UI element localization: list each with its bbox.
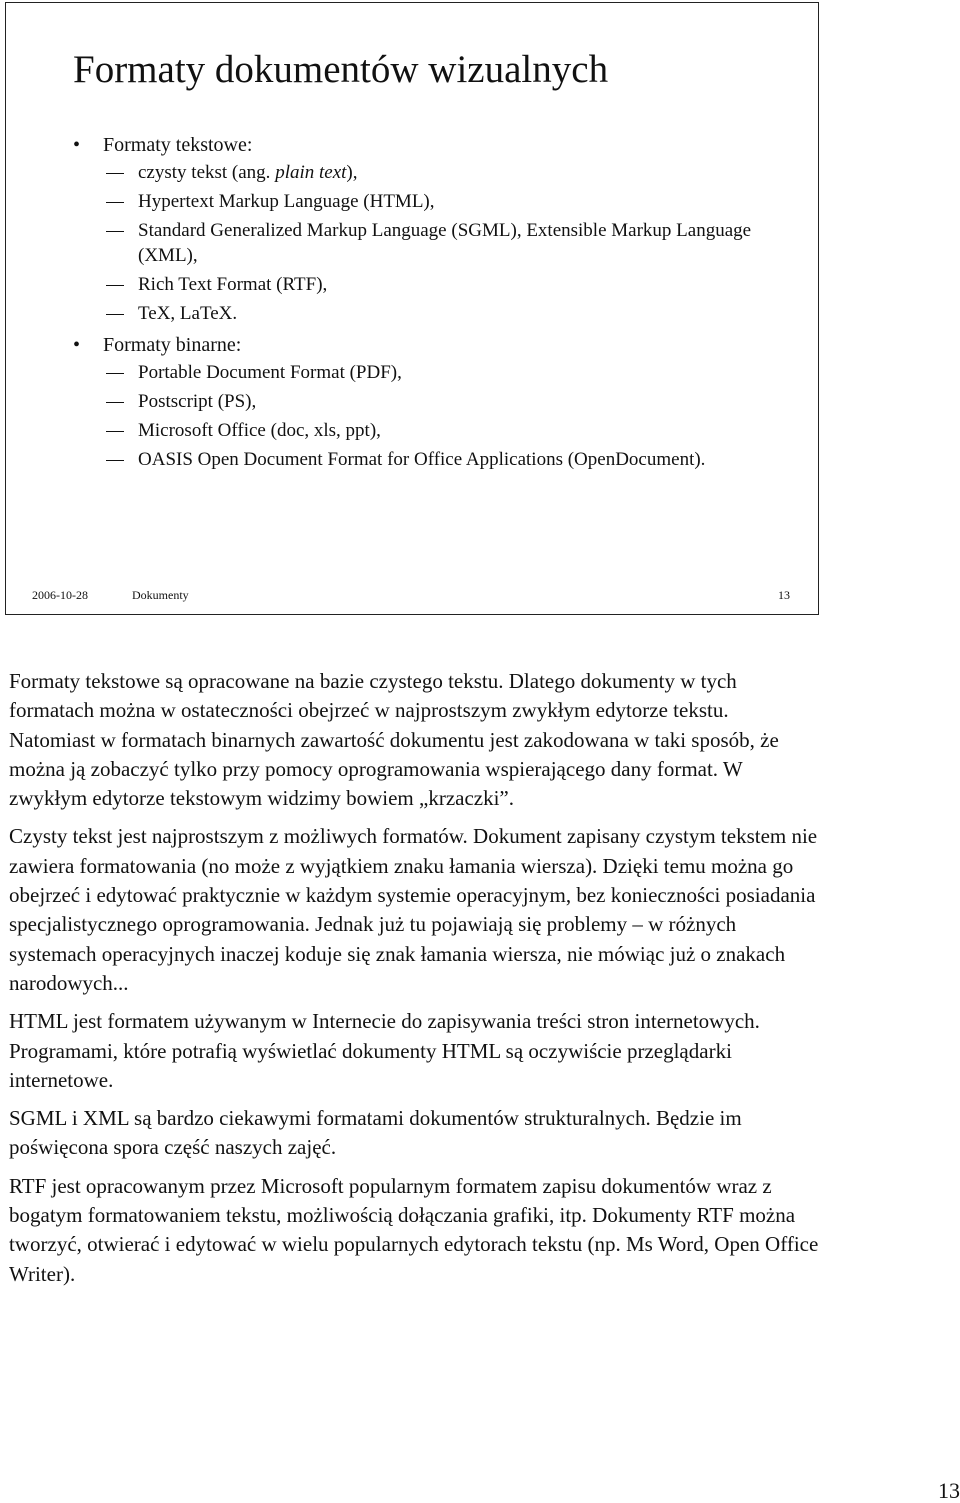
bullet-binary-formats: • Formaty binarne: [6, 330, 816, 360]
footer-date: 2006-10-28 [32, 588, 88, 602]
sub-item-html: Hypertext Markup Language (HTML), [6, 189, 816, 214]
notes-paragraph: SGML i XML są bardzo ciekawymi formatami dokumentów strukturalnych. Będzie im poświęcona spora część naszych zajęć. [9, 1106, 742, 1160]
bullet-text-formats: • Formaty tekstowe: [6, 130, 816, 160]
notes-paragraph: Czysty tekst jest najprostszym z możliwych formatów. Dokument zapisany czystym tekstem nie zawiera formatowania (no może z wyjątkiem znaku łamania wiersza). Dzięki temu można go obejrzeć i edytować praktycznie w każdym systemie operacyjnym, bez konieczności posiadania specjalistycznego oprogramowania. Jednak już tu pojawiają się problemy – w różnych systemach operacyjnych inaczej koduje się znak łamania wiersza, nie mówiąc już o znakach narodowych... [9, 824, 818, 995]
sub-item-text: czysty tekst (ang. [138, 162, 276, 183]
notes-paragraph: Formaty tekstowe są opracowane na bazie czystego tekstu. Dlatego dokumenty w tych formatach można w ostateczności obejrzeć w najprostszym zwykłym edytorze tekstu. Natomiast w formatach binarnych zawartość dokumentu jest zakodowana w taki sposób, że można ją zobaczyć tylko przy pomocy oprogramowania wspierającego dany format. W zwykłym edytorze tekstowym widzimy bowiem „krzaczki”. [9, 669, 779, 811]
footer-slide-number: 13 [778, 588, 790, 602]
sub-item-opendocument: OASIS Open Document Format for Office Applications (OpenDocument). [6, 447, 816, 472]
slide-title: Formaty dokumentów wizualnych [73, 48, 609, 91]
notes-paragraph: RTF jest opracowanym przez Microsoft popularnym formatem zapisu dokumentów wraz z bogatym formatowaniem tekstu, możliwością dołączania grafiki, itp. Dokumenty RTF można tworzyć, otwierać i edytować w wielu popularnych edytorach tekstu (np. Ms Word, Open Office Writer). [9, 1173, 819, 1286]
sub-item-ps: Postscript (PS), [6, 389, 816, 414]
notes-paragraph: HTML jest formatem używanym w Internecie do zapisywania treści stron internetowych. Programami, które potrafią wyświetlać dokumenty HTML są oczywiście przeglądarki internetowe. [9, 1009, 760, 1092]
page-number: 13 [938, 1478, 960, 1503]
sub-item-text: ), [346, 162, 358, 183]
sub-item-tex: TeX, LaTeX. [6, 301, 816, 326]
sub-item-plain-text [6, 160, 816, 185]
slide-frame [5, 2, 819, 615]
slide-outline [6, 130, 816, 476]
lecture-notes [9, 667, 819, 1298]
sub-item-pdf: Portable Document Format (PDF), [6, 360, 816, 385]
sub-item-italic: plain text [275, 162, 347, 183]
sub-item-rtf: Rich Text Format (RTF), [6, 272, 816, 297]
footer-title: Dokumenty [132, 588, 189, 602]
sub-item-sgml-xml: Standard Generalized Markup Language (SGML), Extensible Markup Language (XML), [6, 218, 816, 268]
sub-item-ms-office: Microsoft Office (doc, xls, ppt), [6, 418, 816, 443]
